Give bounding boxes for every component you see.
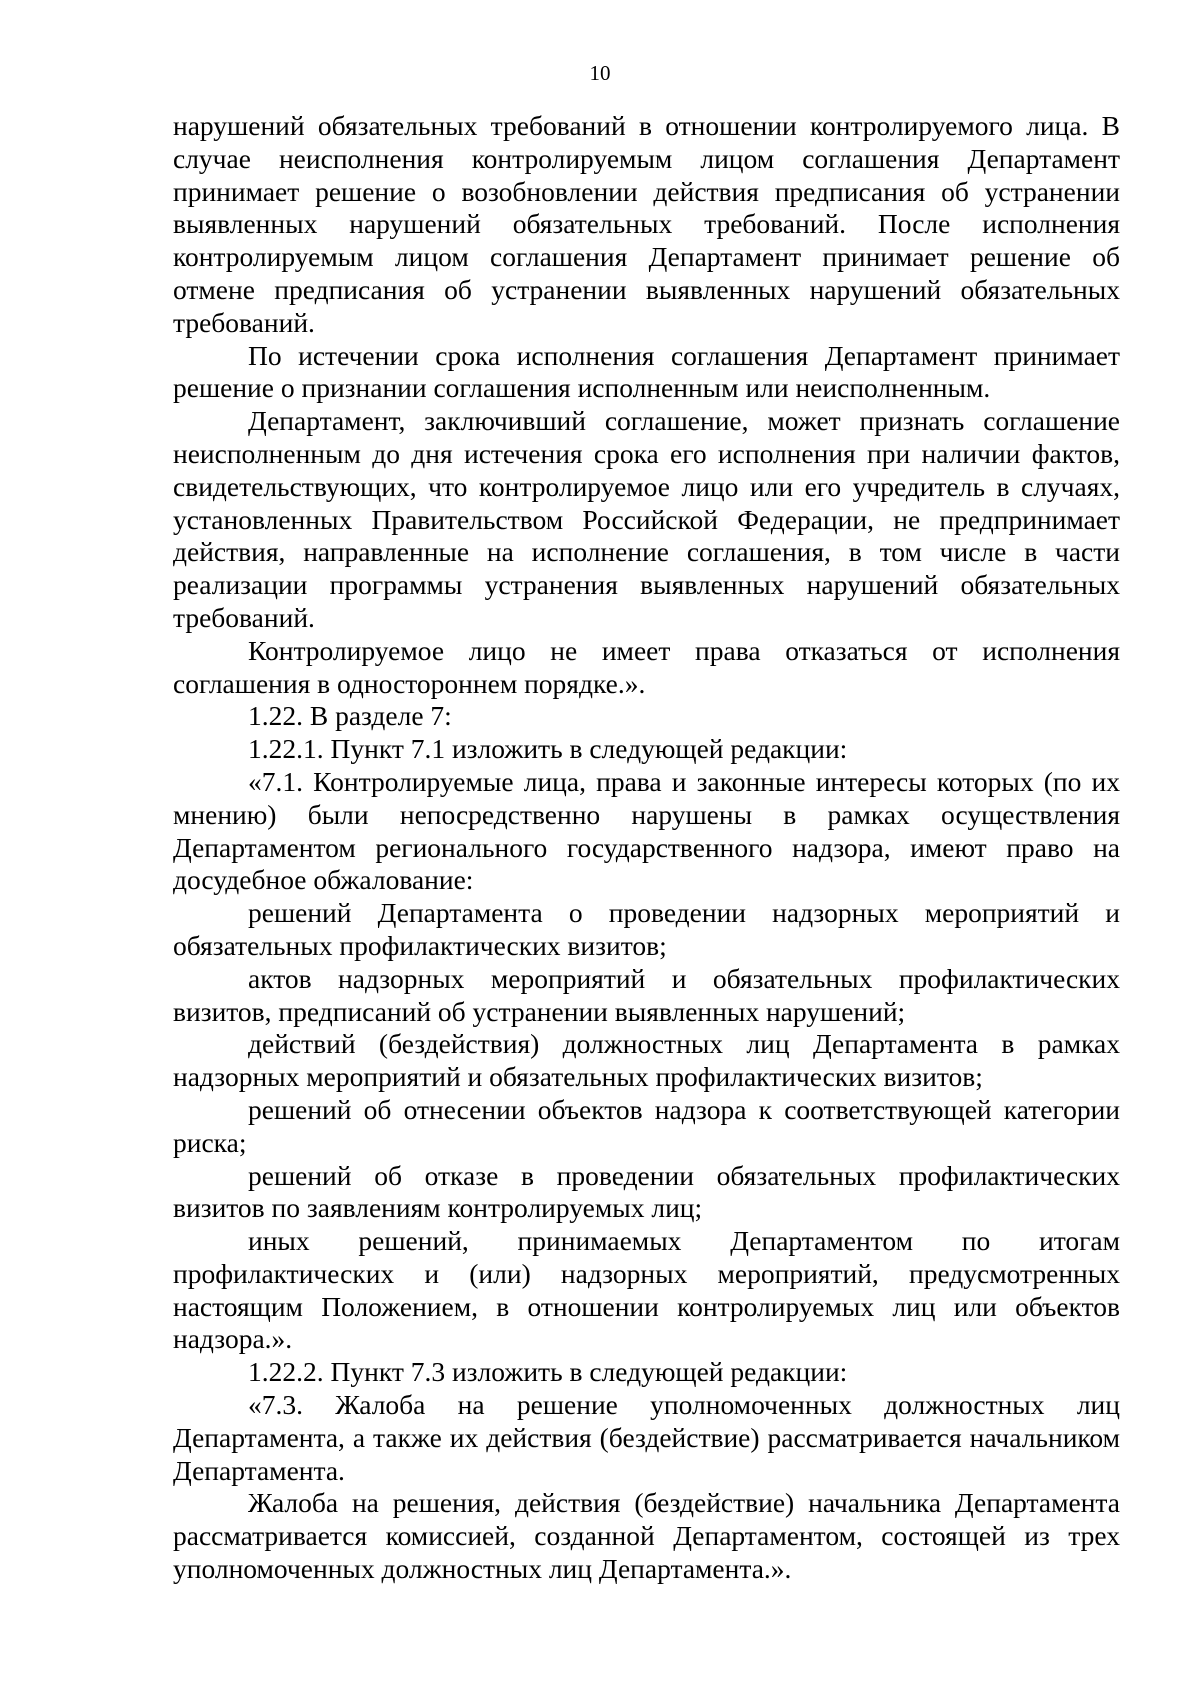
paragraph: «7.1. Контролируемые лица, права и законные интересы которых (по их мнению) были непосредственно нарушены в рамках осуществления Департаментом регионального государственного надзора, имеют право на досудебное обжалование: — [173, 765, 1120, 896]
clause-heading: 1.22.1. Пункт 7.1 изложить в следующей редакции: — [248, 733, 848, 765]
list-item: решений об отнесении объектов надзора к соответствующей категории риска; — [173, 1093, 1120, 1158]
paragraph-continuation: нарушений обязательных требований в отношении контролируемого лица. В случае неисполнения контролируемым лицом соглашения Департамент принимает решение о возобновлении действия предписания об устранении выявленных нарушений обязательных требований. После исполнения контролируемым лицом соглашения Департамент принимает решение об отмене предписания об устранении выявленных нарушений обязательных требований. — [173, 110, 1120, 338]
page-number: 10 — [589, 61, 611, 85]
list-item: решений Департамента о проведении надзорных мероприятий и обязательных профилактических визитов; — [173, 897, 1120, 961]
paragraph: По истечении срока исполнения соглашения Департамент принимает решение о признании соглашения исполненным или неисполненным. — [173, 339, 1120, 404]
paragraph: Департамент, заключивший соглашение, может признать соглашение неисполненным до дня истечения срока его исполнения при наличии фактов, свидетельствующих, что контролируемое лицо или его учредитель в случаях, установленных Правительством Российской Федерации, не предпринимает действия, направленные на исполнение соглашения, в том числе в части реализации программы устранения выявленных нарушений обязательных требований. — [173, 405, 1120, 633]
list-item: решений об отказе в проведении обязательных профилактических визитов по заявлениям контролируемых лиц; — [173, 1159, 1120, 1224]
list-item: иных решений, принимаемых Департаментом по итогам профилактических и (или) надзорных мероприятий, предусмотренных настоящим Положением, в отношении контролируемых лиц или объектов надзора.». — [173, 1225, 1120, 1355]
list-item: действий (бездействия) должностных лиц Департамента в рамках надзорных мероприятий и обязательных профилактических визитов; — [173, 1028, 1120, 1093]
paragraph: Жалоба на решения, действия (бездействие) начальника Департамента рассматривается комиссией, созданной Департаментом, состоящей из трех уполномоченных должностных лиц Департамента.». — [173, 1487, 1120, 1585]
paragraph: Контролируемое лицо не имеет права отказаться от исполнения соглашения в одностороннем порядке.». — [173, 634, 1120, 699]
clause-heading: 1.22.2. Пункт 7.3 изложить в следующей редакции: — [248, 1356, 848, 1388]
paragraph: «7.3. Жалоба на решение уполномоченных должностных лиц Департамента, а также их действия (бездействие) рассматривается начальником Департамента. — [173, 1389, 1120, 1486]
document-body — [173, 110, 1120, 1586]
section-heading: 1.22. В разделе 7: — [248, 700, 452, 732]
list-item: актов надзорных мероприятий и обязательных профилактических визитов, предписаний об устранении выявленных нарушений; — [173, 962, 1120, 1027]
